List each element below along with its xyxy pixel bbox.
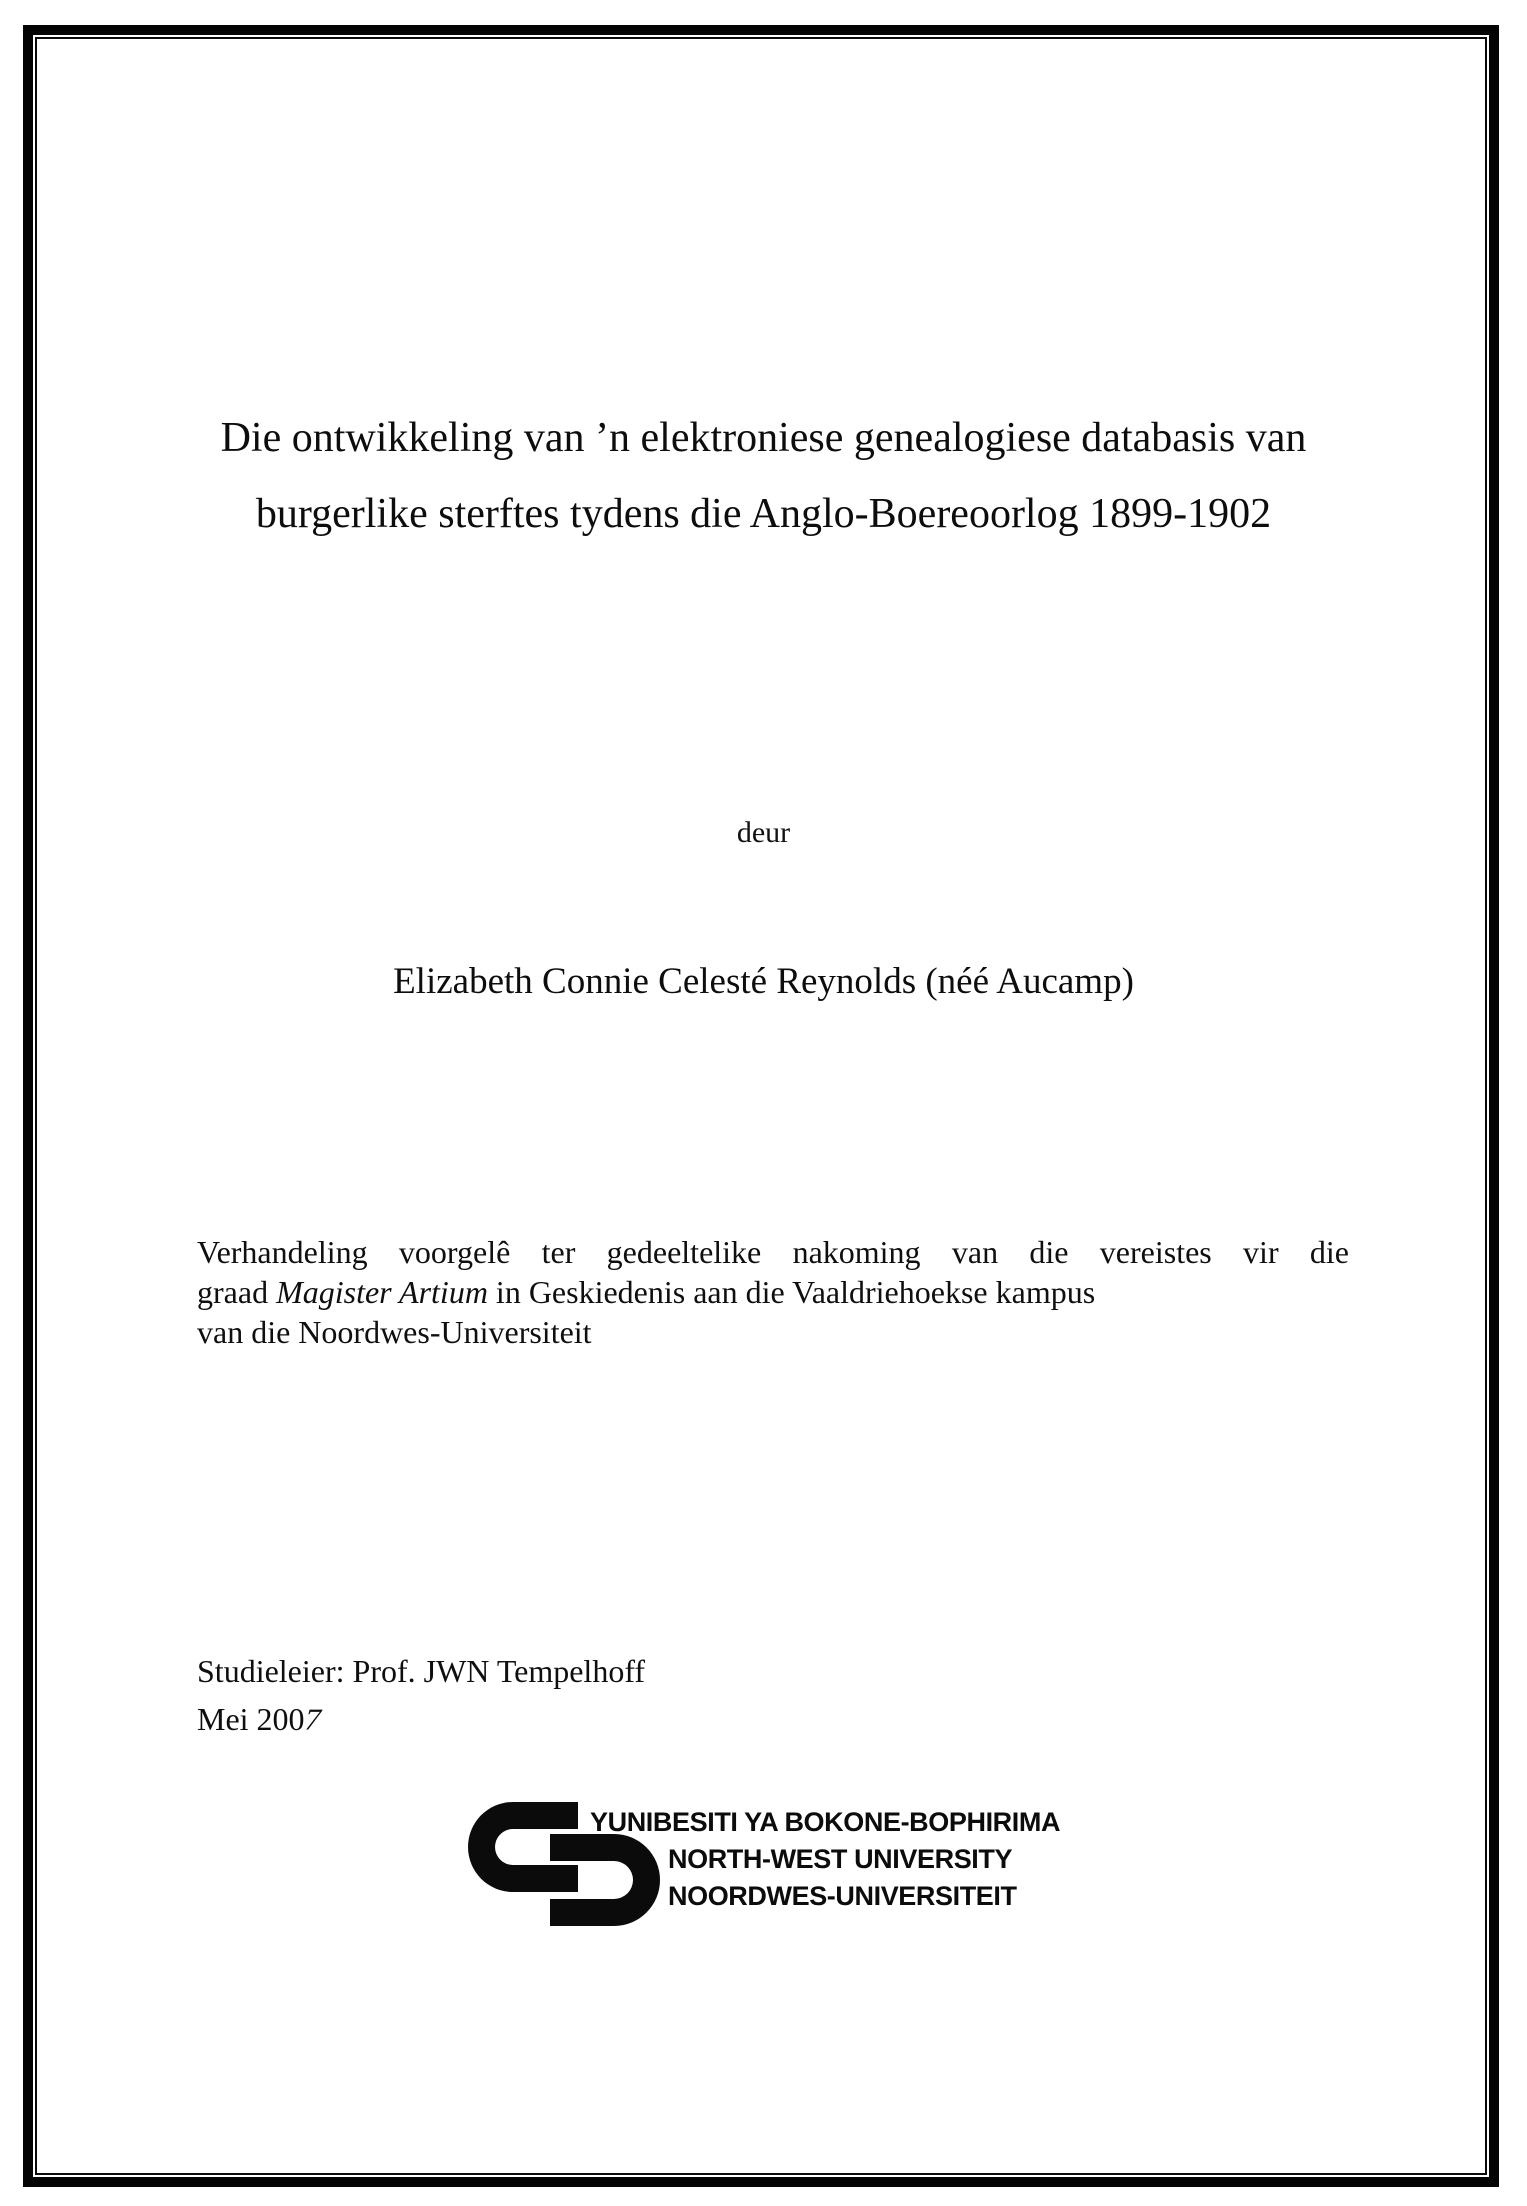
degree-statement-line-1: Verhandeling voorgelê ter gedeeltelike nakoming van die vereistes vir die <box>197 1234 1349 1270</box>
degree-statement <box>197 1232 1349 1352</box>
thesis-title <box>110 400 1417 552</box>
degree-statement-line-3: van die Noordwes-Universiteit <box>197 1314 592 1350</box>
nwu-logo-text <box>590 1804 1060 1915</box>
nwu-logo <box>468 1798 1068 1933</box>
degree-line-2-pre: graad <box>197 1274 277 1310</box>
supervisor-line: Studieleier: Prof. JWN Tempelhoff <box>197 1653 646 1689</box>
byline-deur: deur <box>736 816 791 849</box>
logo-text-line-1: YUNIBESITI YA BOKONE-BOPHIRIMA <box>590 1807 1061 1837</box>
magister-artium-italic: Magister Artium <box>276 1274 488 1310</box>
thesis-title-line-2: burgerlike sterftes tydens die Anglo-Boereoorlog 1899-1902 <box>255 491 1272 537</box>
degree-line-2-post: in Geskiedenis aan die Vaaldriehoekse kampus <box>487 1274 1096 1310</box>
logo-text-line-3: NOORDWES-UNIVERSITEIT <box>668 1881 1017 1911</box>
date-prefix: Mei 200 <box>197 1701 305 1737</box>
date-line <box>197 1701 325 1738</box>
logo-text-line-2: NORTH-WEST UNIVERSITY <box>668 1844 1013 1874</box>
author-name: Elizabeth Connie Celesté Reynolds (néé Aucamp) <box>393 961 1134 1002</box>
degree-statement-line-2 <box>197 1272 1349 1312</box>
thesis-title-line-1: Die ontwikkeling van ’n elektroniese genealogiese databasis van <box>220 415 1307 461</box>
date-last-digit: 7 <box>300 1701 325 1737</box>
